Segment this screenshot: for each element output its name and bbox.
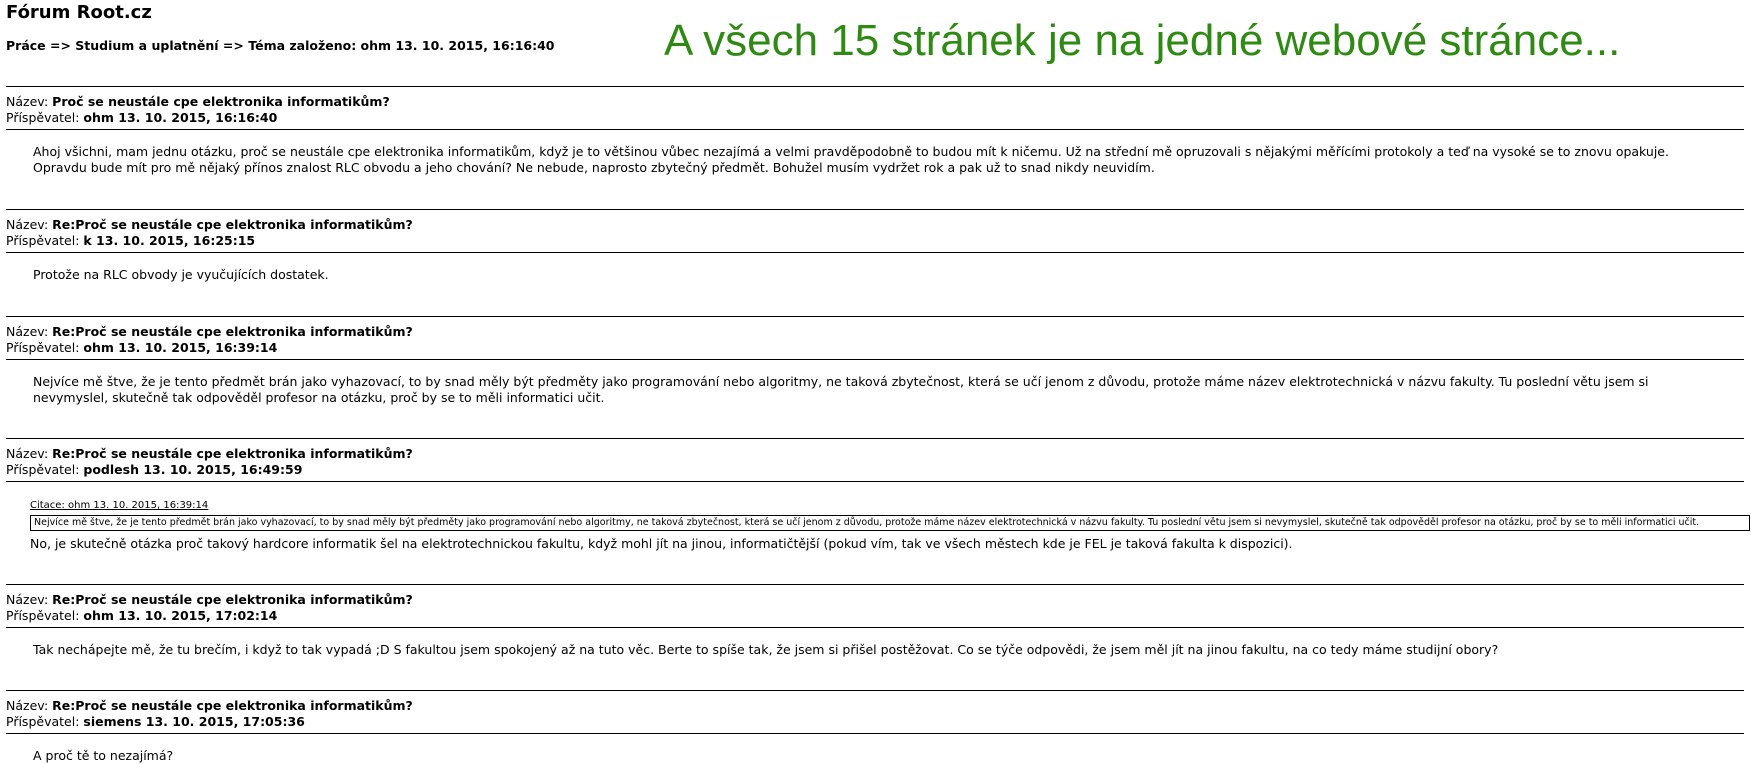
post-header: [0, 439, 1751, 481]
post-author: ohm 13. 10. 2015, 16:16:40: [83, 110, 278, 125]
post: [0, 209, 1751, 316]
post: [0, 584, 1751, 690]
post-author: ohm 13. 10. 2015, 17:02:14: [83, 608, 278, 623]
post-body: [0, 482, 1751, 552]
subject-label: Název:: [6, 324, 49, 339]
citation-quote: Nejvíce mě štve, že je tento předmět brán jako vyhazovací, to by snad měly být předměty jako programování nebo algoritmy, ne taková zbytečnost, která se učí jenom z důvodu, protože máme název elektrotechnická v názvu fakulty. Tu poslední větu jsem si nevymyslel, skutečně tak odpověděl profesor na otázku, proč by se to měli informatici učit.: [30, 515, 1750, 531]
citation-link[interactable]: Citace: ohm 13. 10. 2015, 16:39:14: [30, 500, 209, 511]
post-subject: Re:Proč se neustále cpe elektronika informatikům?: [52, 592, 413, 607]
post-body: Tak nechápejte mě, že tu brečím, i když to tak vypadá ;D S fakultou jsem spokojený až na tuto věc. Berte to spíše tak, že jsem si přišel postěžovat. Co se týče odpovědi, že jsem měl jít na jinou fakultu, na co tedy máme studijní obory?: [33, 642, 1499, 657]
author-label: Příspěvatel:: [6, 714, 80, 729]
post-body-text: No, je skutečně otázka proč takový hardcore informatik šel na elektrotechnickou fakultu, když mohl jít na jinou, informatičtější (pokud vím, tak ve všech městech kde je FEL je taková fakulta k dispozici).: [30, 536, 1293, 551]
author-label: Příspěvatel:: [6, 340, 80, 355]
author-label: Příspěvatel:: [6, 110, 80, 125]
subject-label: Název:: [6, 698, 49, 713]
breadcrumb: Práce => Studium a uplatnění => Téma založeno: ohm 13. 10. 2015, 16:16:40: [6, 38, 555, 53]
subject-label: Název:: [6, 94, 49, 109]
subject-label: Název:: [6, 217, 49, 232]
post-body: Protože na RLC obvody je vyučujících dostatek.: [33, 267, 329, 282]
post-list: [0, 86, 1751, 764]
author-label: Příspěvatel:: [6, 233, 80, 248]
post-subject: Proč se neustále cpe elektronika informatikům?: [52, 94, 390, 109]
author-label: Příspěvatel:: [6, 608, 80, 623]
post-header: [0, 87, 1751, 129]
overlay-annotation: A všech 15 stránek je na jedné webové stránce...: [664, 16, 1621, 65]
subject-label: Název:: [6, 446, 49, 461]
post-subject: Re:Proč se neustále cpe elektronika informatikům?: [52, 446, 413, 461]
post-header: [0, 210, 1751, 252]
post-subject: Re:Proč se neustále cpe elektronika informatikům?: [52, 324, 413, 339]
author-label: Příspěvatel:: [6, 462, 80, 477]
forum-title: Fórum Root.cz: [6, 2, 152, 23]
post-body: A proč tě to nezajímá?: [33, 748, 174, 763]
post: [0, 690, 1751, 764]
post-body: Nejvíce mě štve, že je tento předmět brán jako vyhazovací, to by snad měly být předměty jako programování nebo algoritmy, ne taková zbytečnost, která se učí jenom z důvodu, protože máme název elektrotechnická v názvu fakulty. Tu poslední větu jsem si nevymyslel, skutečně tak odpověděl profesor na otázku, proč by se to měli informatici učit.: [33, 374, 1649, 405]
post-header: [0, 585, 1751, 627]
post: [0, 86, 1751, 209]
post-header: [0, 691, 1751, 733]
post-header: [0, 317, 1751, 359]
post-author: podlesh 13. 10. 2015, 16:49:59: [83, 462, 303, 477]
post-subject: Re:Proč se neustále cpe elektronika informatikům?: [52, 217, 413, 232]
post: [0, 438, 1751, 584]
post-subject: Re:Proč se neustále cpe elektronika informatikům?: [52, 698, 413, 713]
subject-label: Název:: [6, 592, 49, 607]
post-author: siemens 13. 10. 2015, 17:05:36: [83, 714, 305, 729]
post-author: k 13. 10. 2015, 16:25:15: [83, 233, 256, 248]
post-body: Ahoj všichni, mam jednu otázku, proč se neustále cpe elektronika informatikům, když je to většinou vůbec nezajímá a velmi pravděpodobně to budou mít k ničemu. Už na střední mě opruzovali s nějakými měřícími protokoly a teď na vysoké se to znovu opakuje. Opravdu bude mít pro mě nějaký přínos znalost RLC obvodu a jeho chování? Ne nebude, naprosto zbytečný předmět. Bohužel musím vydržet rok a pak už to snad nikdy neuvidím.: [33, 144, 1669, 175]
post-author: ohm 13. 10. 2015, 16:39:14: [83, 340, 278, 355]
post: [0, 316, 1751, 438]
